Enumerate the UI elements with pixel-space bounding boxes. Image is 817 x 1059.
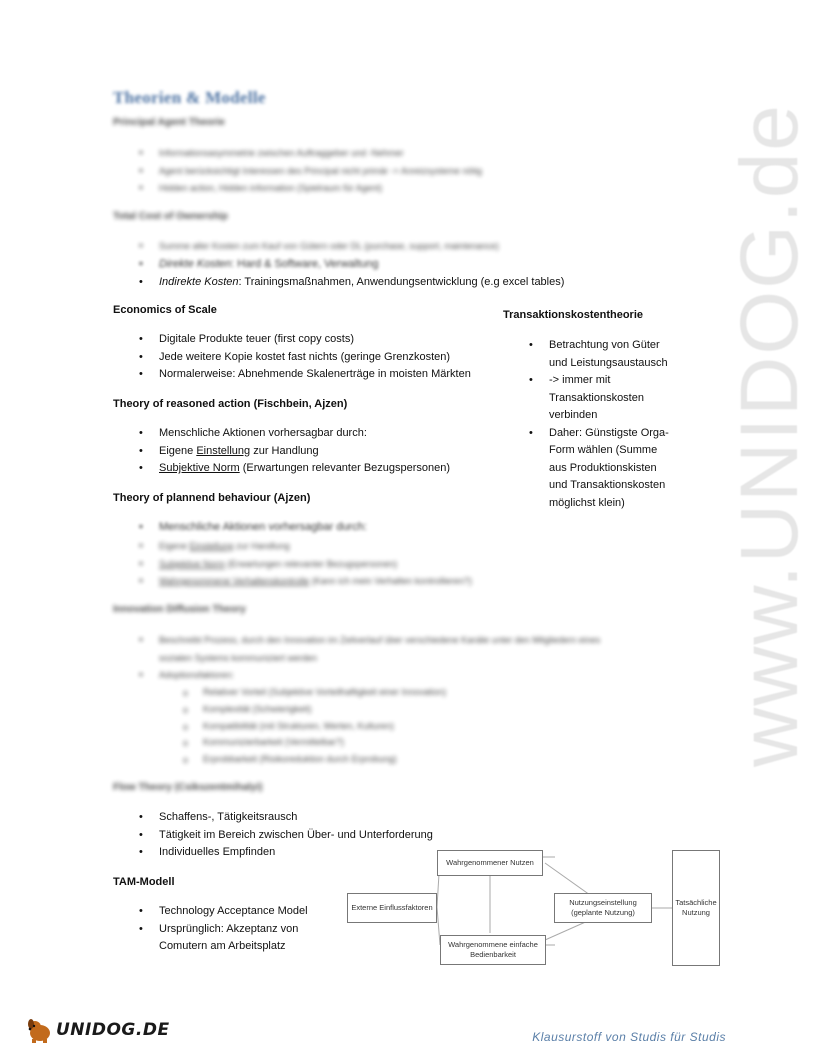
list-item: • Schaffens-, Tätigkeitsrausch (137, 809, 497, 827)
footer-slogan: Klausurstoff von Studis für Studis (532, 1030, 726, 1044)
reasoned-action-heading: Theory of reasoned action (Fischbein, Ajzen) (113, 398, 348, 410)
list-item: • Menschliche Aktionen vorhersagbar durch: (137, 519, 497, 537)
list-item: • Ursprünglich: Akzeptanz von Comutern am Arbeitsplatz (137, 921, 317, 956)
diffusion-list (137, 632, 617, 685)
list-item: • Betrachtung von Güter und Leistungsaustausch (527, 337, 671, 372)
list-item: o Erprobbarkeit (Risikoreduktion durch Erprobung) (181, 751, 581, 768)
list-item: • Normalerweise: Abnehmende Skalenerträge in moisten Märkten (137, 366, 497, 384)
list-item: • Beschreibt Prozess, durch den Innovation im Zeitverlauf über verschiedene Kanäle unter den Mitgliedern eines sozialen Systems kommuniziert werden (137, 632, 617, 667)
list-item: • Jede weitere Kopie kostet fast nichts (geringe Grenzkosten) (137, 349, 497, 367)
diffusion-sublist (181, 684, 581, 768)
transaktion-heading: Transaktionskostentheorie (503, 309, 643, 321)
list-item: • Indirekte Kosten: Trainingsmaßnahmen, Anwendungsentwicklung (e.g excel tables) (137, 274, 617, 292)
diagram-node-ease-of-use: Wahrgenommene einfache Bedienbarkeit (440, 935, 546, 965)
unidog-logo (26, 1016, 170, 1044)
diagram-node-attitude: Nutzungseinstellung (geplante Nutzung) (554, 893, 652, 923)
tco-list-blurred (137, 238, 607, 256)
list-item: • -> immer mit Transaktionskosten verbinden (527, 372, 671, 425)
list-item: • Menschliche Aktionen vorhersagbar durch: (137, 425, 497, 443)
list-item: • Wahrgenommene Verhaltenskontrolle (Kann ich mein Verhalten kontrollieren?) (137, 573, 597, 591)
list-item: o Kommunizierbarkeit (Vermittelbar?) (181, 734, 581, 751)
tco-list (137, 256, 617, 291)
tam-list (137, 903, 317, 956)
list-item: o Komplexität (Schwierigkeit) (181, 701, 581, 718)
diagram-node-external-factors: Externe Einflussfaktoren (347, 893, 437, 923)
diagram-node-actual-usage: Tatsächliche Nutzung (672, 850, 720, 966)
list-item: • Adoptionsfaktoren: (137, 667, 617, 685)
list-item: o Kompatibilität (mit Strukturen, Werten, Kulturen) (181, 718, 581, 735)
list-item: • Individuelles Empfinden (137, 844, 497, 862)
watermark-text: www.UNIDOG.de (724, 103, 815, 767)
list-item: • Technology Acceptance Model (137, 903, 317, 921)
logo-text: UNIDOG.DE (56, 1020, 170, 1040)
diagram-node-perceived-usefulness: Wahrgenommener Nutzen (437, 850, 543, 876)
transaktion-list (527, 337, 671, 512)
list-item: • Tätigkeit im Bereich zwischen Über- und Unterforderung (137, 827, 497, 845)
list-item: • Informationsasymmetrie zwischen Auftraggeber und -Nehmer (137, 145, 597, 163)
tam-heading: TAM-Modell (113, 876, 175, 888)
list-item: • Digitale Produkte teuer (first copy costs) (137, 331, 497, 349)
list-item: o Relativer Vorteil (Subjektive Vorteilhaftigkeit einer Innovation) (181, 684, 581, 701)
list-item: • Summe aller Kosten zum Kauf von Gütern oder DL (purchase, support, maintenance) (137, 238, 607, 256)
list-item: • Agent berücksichtigt Interessen des Principal nicht primär -> Anreizsysteme nötig (137, 163, 597, 181)
list-item: • Eigene Einstellung zur Handlung (137, 443, 497, 461)
planned-behaviour-list-top (137, 519, 497, 537)
list-item: • Daher: Günstigste Orga-Form wählen (Summe aus Produktionskisten und Transaktionskosten möglichst klein) (527, 425, 671, 513)
page-title: Theorien & Modelle (113, 88, 266, 107)
planned-behaviour-heading: Theory of plannend behaviour (Ajzen) (113, 492, 311, 504)
flow-heading: Flow Theory (Csikszentmihalyi) (113, 782, 263, 793)
reasoned-action-list (137, 425, 497, 478)
economics-heading: Economics of Scale (113, 304, 217, 316)
tco-heading: Total Cost of Ownership (113, 211, 228, 222)
diffusion-heading: Innovation Diffusion Theory (113, 604, 246, 615)
list-item: • Eigene Einstellung zur Handlung (137, 538, 597, 556)
dog-icon (26, 1016, 54, 1044)
planned-behaviour-list (137, 538, 597, 591)
principal-agent-list (137, 145, 597, 198)
principal-agent-heading: Principal Agent Theorie (113, 117, 225, 128)
list-item: • Direkte Kosten: Hard & Software, Verwaltung (137, 256, 617, 274)
list-item: • Hidden action, Hidden information (Spielraum für Agent) (137, 180, 597, 198)
economics-list (137, 331, 497, 384)
list-item: • Subjektive Norm (Erwartungen relevanter Bezugspersonen) (137, 460, 497, 478)
list-item: • Subjektive Norm (Erwartungen relevanter Bezugspersonen) (137, 556, 597, 574)
